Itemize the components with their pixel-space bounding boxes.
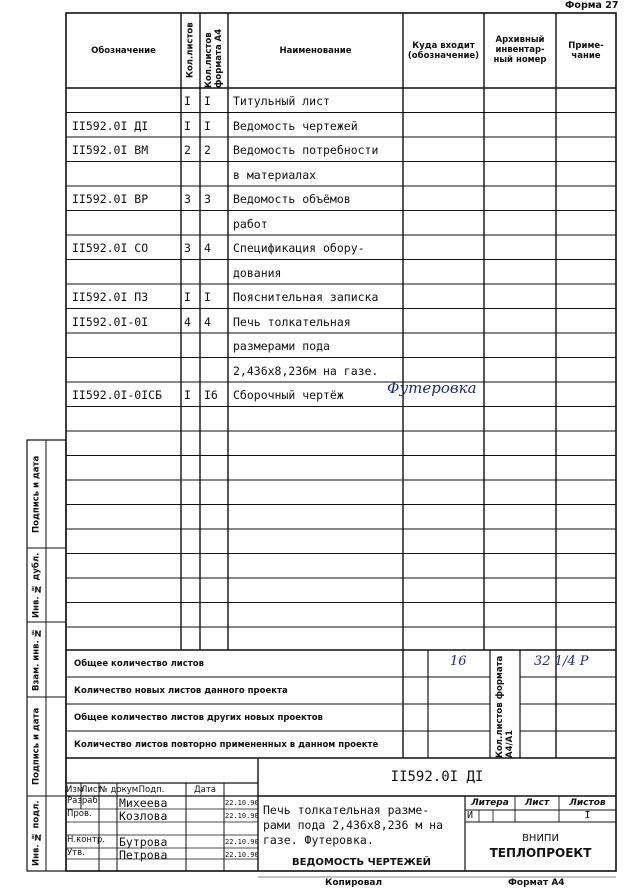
title-col-header: Подп. — [138, 785, 165, 795]
row-name: Печь толкательная — [233, 314, 351, 329]
signature-role: Утв. — [67, 848, 85, 858]
title-col-header: Лист — [81, 785, 103, 795]
row-designation: II592.0I ВР — [72, 192, 149, 206]
title-col-header: № докум. — [99, 785, 141, 795]
row-a4-sheets: 3 — [204, 192, 211, 206]
row-sheets: 3 — [184, 192, 191, 206]
signature-name: Михеева — [119, 796, 168, 810]
litera-value: И — [467, 810, 474, 821]
header-designation: Обозначение — [91, 45, 156, 56]
header-a4-count: Кол.листов формата А4 — [204, 28, 224, 88]
signature-name: Козлова — [119, 809, 168, 823]
form-label: Форма 27 — [565, 0, 619, 11]
document-title: Печь толкательная разме- рами пода 2,436х8,236 м на газе. Футеровка. — [263, 803, 444, 847]
signature-role: Разраб. — [67, 796, 101, 806]
signature-date: 22.10.90 — [225, 838, 259, 846]
row-sheets: I — [184, 94, 191, 108]
row-name: Ведомость объёмов — [233, 192, 351, 206]
signature-name: Бутрова — [119, 835, 168, 849]
row-name: размерами пода — [233, 339, 330, 353]
summary-other-new: Общее количество листов других новых проектов — [74, 713, 323, 723]
row-a4-sheets: 4 — [204, 314, 211, 329]
title-col-header: Дата — [193, 785, 216, 795]
header-note: Приме- чание — [568, 41, 604, 61]
row-a4-sheets: I6 — [204, 388, 218, 402]
sheets-label: Листов — [569, 798, 606, 808]
row-designation: II592.0I СО — [72, 241, 149, 255]
signature-role: Н.контр. — [67, 835, 106, 845]
row-sheets: 2 — [184, 143, 191, 157]
handwritten-note: Футеровка — [387, 379, 477, 397]
row-name: в материалах — [233, 167, 317, 182]
row-name: Титульный лист — [233, 94, 330, 108]
org-line-1: ВНИПИ — [522, 833, 559, 844]
row-name: работ — [233, 216, 268, 231]
row-sheets: I — [184, 388, 191, 402]
document-type: ВЕДОМОСТЬ ЧЕРТЕЖЕЙ — [292, 857, 431, 868]
row-sheets: I — [184, 118, 191, 133]
row-designation: II592.0I ПЗ — [72, 290, 149, 304]
side-label-orig-inv: Инв. № подл. — [31, 800, 42, 867]
header-sheet-count: Кол.листов — [185, 22, 196, 79]
row-a4-sheets: 2 — [204, 143, 211, 157]
footer-format: Формат А4 — [508, 878, 565, 888]
summary-new-project: Количество новых листов данного проекта — [74, 686, 288, 696]
row-designation: II592.0I ВМ — [72, 143, 149, 157]
row-a4-sheets: I — [204, 290, 211, 304]
org-line-2: ТЕПЛОПРОЕКТ — [489, 846, 592, 860]
summary-reused: Количество листов повторно примененных в данном проекте — [74, 740, 379, 750]
summary-hand-total: 16 — [450, 654, 467, 669]
row-a4-sheets: 4 — [204, 241, 211, 255]
title-col-header: Изм — [66, 785, 84, 795]
row-name: дования — [233, 265, 282, 280]
side-label-replace-inv: Взам. инв. № — [31, 627, 42, 692]
title-block-code: II592.0I ДI — [390, 769, 484, 785]
signature-role: Пров. — [67, 809, 92, 819]
footer-copied: Копировал — [325, 878, 383, 888]
summary-hand-a1: 32 1/4 Р — [534, 654, 589, 669]
side-label-sign-date-1: Подпись и дата — [31, 455, 42, 533]
summary-total: Общее количество листов — [74, 659, 204, 669]
row-name: Ведомость потребности — [233, 143, 379, 157]
signature-date: 22.10.90 — [225, 812, 259, 820]
row-a4-sheets: I — [204, 118, 211, 133]
header-included-in: Куда входит (обозначение) — [407, 41, 480, 61]
row-name: Ведомость чертежей — [233, 118, 358, 133]
row-designation: II592.0I-0I — [72, 314, 149, 329]
row-sheets: I — [184, 290, 191, 304]
row-name: Пояснительная записка — [233, 290, 379, 304]
row-designation: II592.0I ДI — [72, 118, 149, 133]
signature-date: 22.10.90 — [225, 799, 259, 807]
header-name: Наименование — [279, 45, 352, 56]
summary-column-label: Кол.листов формата А4/А1 — [495, 655, 515, 758]
sheet-label: Лист — [524, 798, 550, 808]
header-archive-number: Архивный инвентар- ный номер — [493, 35, 547, 65]
litera-label: Литера — [471, 798, 509, 808]
row-a4-sheets: I — [204, 94, 211, 108]
sheets-value: I — [584, 810, 591, 821]
row-name: Сборочный чертёж — [233, 388, 344, 402]
row-sheets: 3 — [184, 241, 191, 255]
row-sheets: 4 — [184, 314, 191, 329]
side-label-dup-inv: Инв. № дубл. — [31, 552, 42, 618]
row-name: 2,436х8,236м на газе. — [233, 363, 379, 378]
row-designation: II592.0I-0IСБ — [72, 388, 163, 402]
signature-date: 22.10.90 — [225, 851, 259, 859]
signature-name: Петрова — [119, 848, 168, 862]
row-name: Спецификация обору- — [233, 241, 365, 255]
side-label-sign-date-2: Подпись и дата — [31, 707, 42, 786]
